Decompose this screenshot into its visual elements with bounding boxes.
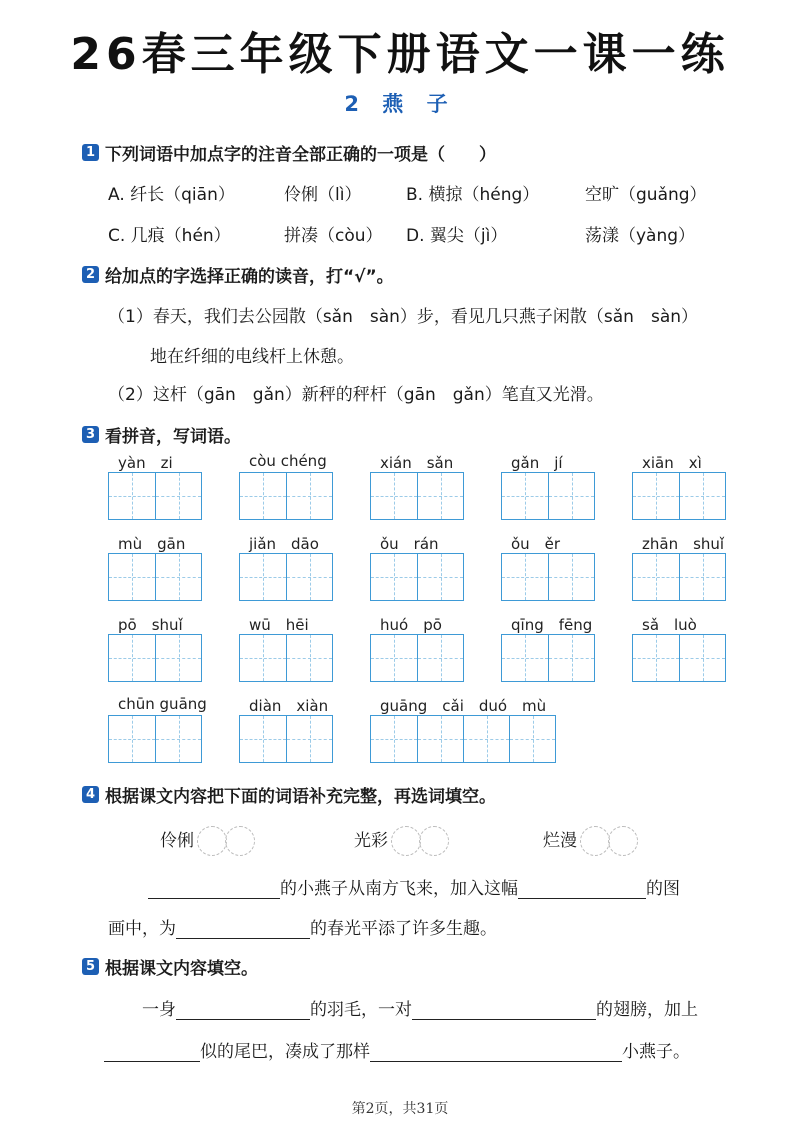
- pinyin-label: pō shuǐ: [118, 616, 183, 634]
- question-prompt: 根据课文内容把下面的词语补充完整，再选词填空。: [105, 787, 496, 807]
- pinyin-label: diàn xiàn: [249, 697, 329, 715]
- writing-grid: [108, 715, 202, 763]
- pinyin-label: ǒu ěr: [511, 535, 561, 553]
- page-footer: 第2页，共31页: [351, 1101, 449, 1117]
- word-fill-3: [543, 826, 638, 856]
- pinyin-label: chūn guāng: [118, 695, 207, 713]
- blank-circle[interactable]: [197, 826, 227, 856]
- writing-grid: [632, 553, 726, 601]
- writing-cell[interactable]: [548, 554, 594, 600]
- answer-blank[interactable]: [176, 1001, 310, 1020]
- writing-grid: [239, 715, 333, 763]
- pinyin-label: qīng fēng: [511, 616, 593, 634]
- writing-grid: [239, 553, 333, 601]
- question-prompt: 下列词语中加点字的注音全部正确的一项是（ ）: [105, 145, 496, 165]
- blank-circle[interactable]: [391, 826, 421, 856]
- writing-cell[interactable]: [286, 635, 332, 681]
- word-prefix: 伶俐: [160, 831, 194, 851]
- writing-cell[interactable]: [155, 554, 201, 600]
- pinyin-label: gǎn jí: [511, 454, 563, 472]
- question-number-badge: 3: [82, 426, 99, 443]
- writing-cell[interactable]: [502, 473, 548, 519]
- option-a-2: 伶俐（lì）: [284, 185, 362, 205]
- answer-blank[interactable]: [176, 920, 310, 939]
- sentence-text: 的羽毛，一对: [310, 1000, 412, 1020]
- writing-cell[interactable]: [286, 554, 332, 600]
- writing-grid: [370, 472, 464, 520]
- writing-cell[interactable]: [109, 554, 155, 600]
- question-number-badge: 5: [82, 958, 99, 975]
- writing-grid: [108, 634, 202, 682]
- sentence-text: 小燕子。: [622, 1042, 690, 1062]
- writing-cell[interactable]: [109, 635, 155, 681]
- question-number-badge: 1: [82, 144, 99, 161]
- sentence-text: 似的尾巴，凑成了那样: [200, 1042, 370, 1062]
- option-b-2: 空旷（guǎng）: [585, 185, 707, 205]
- writing-grid: [501, 553, 595, 601]
- answer-blank[interactable]: [370, 1043, 622, 1062]
- option-b-1: B. 横掠（héng）: [406, 185, 540, 205]
- writing-cell[interactable]: [633, 473, 679, 519]
- question-prompt: 给加点的字选择正确的读音，打“√”。: [105, 267, 394, 287]
- writing-cell[interactable]: [548, 635, 594, 681]
- writing-grid: [370, 634, 464, 682]
- writing-cell[interactable]: [502, 635, 548, 681]
- writing-cell[interactable]: [502, 554, 548, 600]
- sentence-text: 画中，为: [108, 919, 176, 939]
- answer-blank[interactable]: [148, 880, 280, 899]
- pinyin-label: xiān xì: [642, 454, 702, 472]
- writing-cell[interactable]: [633, 635, 679, 681]
- question-3-heading: [82, 422, 241, 447]
- pinyin-label: wū hēi: [249, 616, 309, 634]
- writing-grid: [239, 472, 333, 520]
- writing-cell[interactable]: [509, 716, 555, 762]
- question-prompt: 看拼音，写词语。: [105, 427, 241, 447]
- writing-cell[interactable]: [240, 635, 286, 681]
- pinyin-label: zhān shuǐ: [642, 535, 725, 553]
- writing-cell[interactable]: [679, 635, 725, 681]
- writing-cell[interactable]: [679, 554, 725, 600]
- sentence-text: 的春光平添了许多生趣。: [310, 919, 497, 939]
- writing-grid: [501, 634, 595, 682]
- writing-cell[interactable]: [548, 473, 594, 519]
- question-2-heading: [82, 262, 394, 287]
- q5-sentence-2: [104, 1037, 690, 1062]
- writing-cell[interactable]: [155, 635, 201, 681]
- answer-blank[interactable]: [104, 1043, 200, 1062]
- q4-sentence-2: [108, 914, 497, 939]
- option-d-1: D. 翼尖（jì）: [406, 226, 508, 246]
- pinyin-label: guāng cǎi duó mù: [380, 697, 547, 715]
- writing-cell[interactable]: [371, 473, 417, 519]
- word-fill-1: [160, 826, 255, 856]
- sentence-text: 一身: [142, 1000, 176, 1020]
- writing-cell[interactable]: [240, 716, 286, 762]
- q2-line-1: （1）春天，我们去公园散（sǎn sàn）步，看见几只燕子闲散（sǎn sàn）: [108, 307, 699, 327]
- blank-circle[interactable]: [225, 826, 255, 856]
- writing-cell[interactable]: [633, 554, 679, 600]
- writing-cell[interactable]: [463, 716, 509, 762]
- writing-cell[interactable]: [679, 473, 725, 519]
- question-number-badge: 4: [82, 786, 99, 803]
- q2-line-3: （2）这杆（gān gǎn）新秤的秤杆（gān gǎn）笔直又光滑。: [108, 385, 604, 405]
- pinyin-label: sǎ luò: [642, 616, 697, 634]
- pinyin-label: còu chéng: [249, 452, 327, 470]
- writing-grid: [239, 634, 333, 682]
- option-a-1: A. 纤长（qiān）: [108, 185, 235, 205]
- question-5-heading: [82, 954, 258, 979]
- writing-grid: [370, 553, 464, 601]
- pinyin-label: xián sǎn: [380, 454, 454, 472]
- writing-grid: [501, 472, 595, 520]
- word-fill-2: [354, 826, 449, 856]
- sentence-text: 的小燕子从南方飞来，加入这幅: [280, 879, 518, 899]
- writing-grid: [108, 472, 202, 520]
- writing-cell[interactable]: [417, 716, 463, 762]
- sentence-text: 的图: [646, 879, 680, 899]
- writing-cell[interactable]: [240, 473, 286, 519]
- question-number-badge: 2: [82, 266, 99, 283]
- writing-cell[interactable]: [371, 635, 417, 681]
- blank-circle[interactable]: [608, 826, 638, 856]
- writing-grid: [632, 472, 726, 520]
- word-prefix: 光彩: [354, 831, 388, 851]
- word-prefix: 烂漫: [543, 831, 577, 851]
- question-1-heading: [82, 140, 496, 165]
- question-prompt: 根据课文内容填空。: [105, 959, 258, 979]
- writing-cell[interactable]: [109, 716, 155, 762]
- writing-cell[interactable]: [286, 473, 332, 519]
- blank-circle[interactable]: [580, 826, 610, 856]
- sentence-text: 的翅膀，加上: [596, 1000, 698, 1020]
- writing-cell[interactable]: [371, 716, 417, 762]
- writing-grid: [370, 715, 556, 763]
- writing-cell[interactable]: [240, 554, 286, 600]
- blank-circle[interactable]: [419, 826, 449, 856]
- writing-cell[interactable]: [155, 716, 201, 762]
- pinyin-label: mù gān: [118, 535, 186, 553]
- pinyin-label: jiǎn dāo: [249, 535, 319, 553]
- option-c-2: 拼凑（còu）: [284, 226, 383, 246]
- option-d-2: 荡漾（yàng）: [585, 226, 696, 246]
- pinyin-label: huó pō: [380, 616, 442, 634]
- q4-sentence-1: [148, 874, 680, 899]
- writing-grid: [632, 634, 726, 682]
- writing-grid: [108, 553, 202, 601]
- q5-sentence-1: [142, 995, 698, 1020]
- writing-cell[interactable]: [417, 635, 463, 681]
- writing-cell[interactable]: [109, 473, 155, 519]
- writing-cell[interactable]: [155, 473, 201, 519]
- writing-cell[interactable]: [286, 716, 332, 762]
- writing-cell[interactable]: [371, 554, 417, 600]
- option-c-1: C. 几痕（hén）: [108, 226, 231, 246]
- pinyin-label: yàn zi: [118, 454, 173, 472]
- pinyin-label: ǒu rán: [380, 535, 439, 553]
- question-4-heading: [82, 782, 496, 807]
- lesson-title: 2 燕 子: [344, 92, 456, 116]
- page-title: 26春三年级下册语文一课一练: [70, 29, 730, 80]
- answer-blank[interactable]: [518, 880, 646, 899]
- writing-cell[interactable]: [417, 473, 463, 519]
- answer-blank[interactable]: [412, 1001, 596, 1020]
- q2-line-2: 地在纤细的电线杆上休憩。: [150, 347, 354, 367]
- writing-cell[interactable]: [417, 554, 463, 600]
